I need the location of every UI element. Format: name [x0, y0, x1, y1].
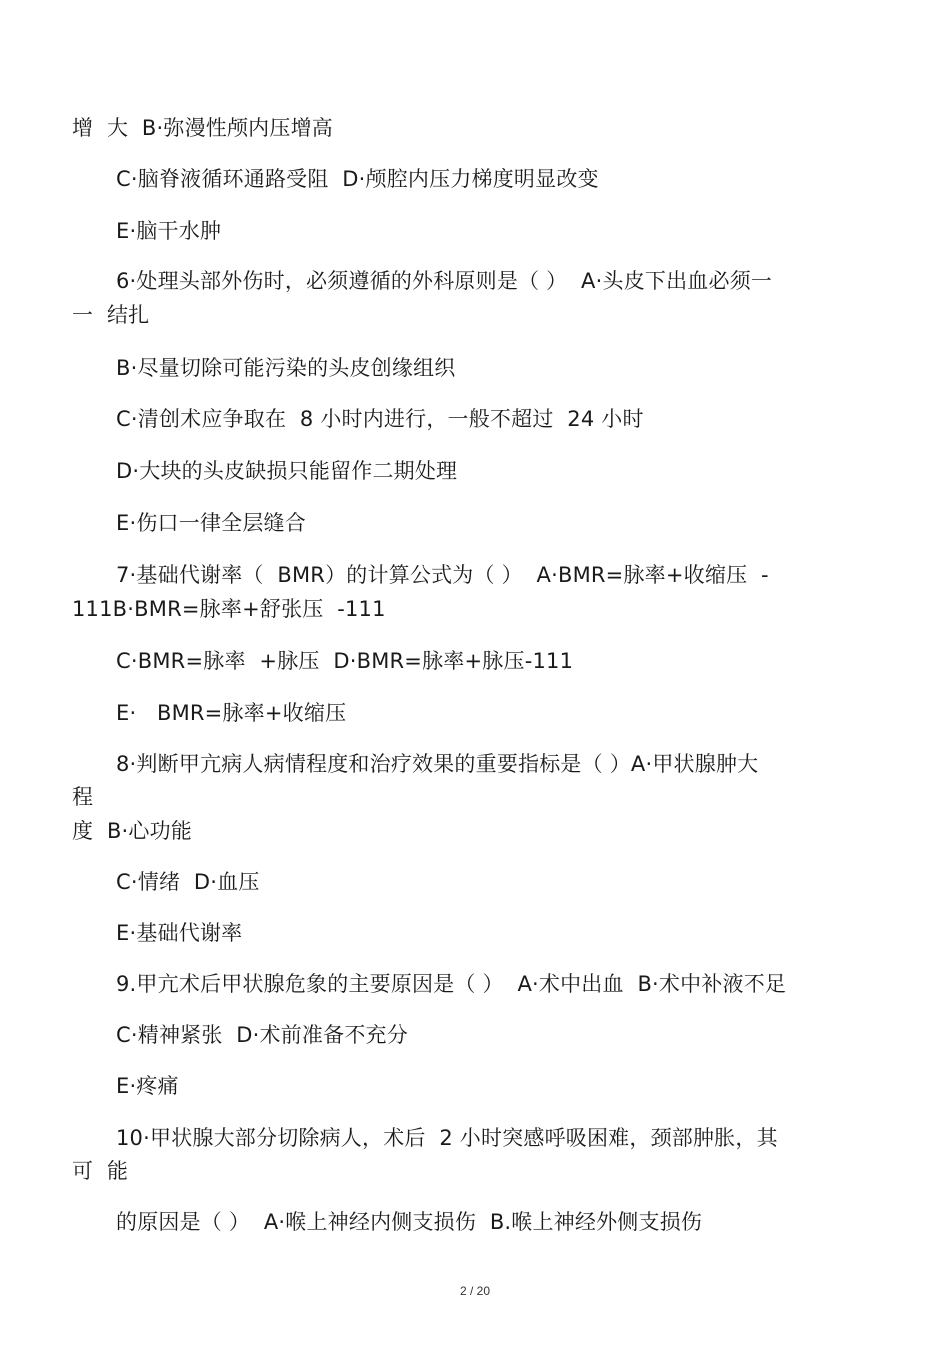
- text-line: E·伤口一律全层缝合: [116, 511, 306, 535]
- text-line: 10·甲状腺大部分切除病人，术后 2 小时突感呼吸困难，颈部肿胀，其: [116, 1126, 778, 1150]
- text-line: 8·判断甲亢病人病情程度和治疗效果的重要指标是（ ）A·甲状腺肿大: [116, 752, 759, 776]
- text-line: 111B·BMR=脉率+舒张压 -111: [72, 597, 386, 621]
- text-line: E·疼痛: [116, 1074, 179, 1098]
- text-line: 的原因是（ ） A·喉上神经内侧支损伤 B.喉上神经外侧支损伤: [116, 1210, 703, 1234]
- text-line: 6·处理头部外伤时，必须遵循的外科原则是（ ） A·头皮下出血必须一: [116, 269, 773, 293]
- text-line: 9.甲亢术后甲状腺危象的主要原因是（ ） A·术中出血 B·术中补液不足: [116, 972, 787, 996]
- text-line: C·清创术应争取在 8 小时内进行，一般不超过 24 小时: [116, 407, 644, 431]
- text-line: 程: [72, 785, 94, 809]
- text-line: 增 大 B·弥漫性颅内压增高: [72, 116, 333, 140]
- text-line: E·脑干水肿: [116, 219, 222, 243]
- text-line: C·精神紧张 D·术前准备不充分: [116, 1023, 408, 1047]
- text-line: 可 能: [72, 1159, 129, 1183]
- text-line: B·尽量切除可能污染的头皮创缘组织: [116, 356, 456, 380]
- text-line: E· BMR=脉率+收缩压: [116, 701, 347, 725]
- text-line: 一 结扎: [72, 303, 150, 327]
- text-line: C·脑脊液循环通路受阻 D·颅腔内压力梯度明显改变: [116, 167, 599, 191]
- text-line: E·基础代谢率: [116, 921, 243, 945]
- text-line: D·大块的头皮缺损只能留作二期处理: [116, 459, 458, 483]
- text-line: 度 B·心功能: [72, 819, 193, 843]
- page-number: 2 / 20: [459, 1284, 491, 1298]
- text-line: C·情绪 D·血压: [116, 870, 260, 894]
- text-line: 7·基础代谢率（ BMR）的计算公式为（ ） A·BMR=脉率+收缩压 -: [116, 563, 769, 587]
- text-line: C·BMR=脉率 +脉压 D·BMR=脉率+脉压-111: [116, 649, 574, 673]
